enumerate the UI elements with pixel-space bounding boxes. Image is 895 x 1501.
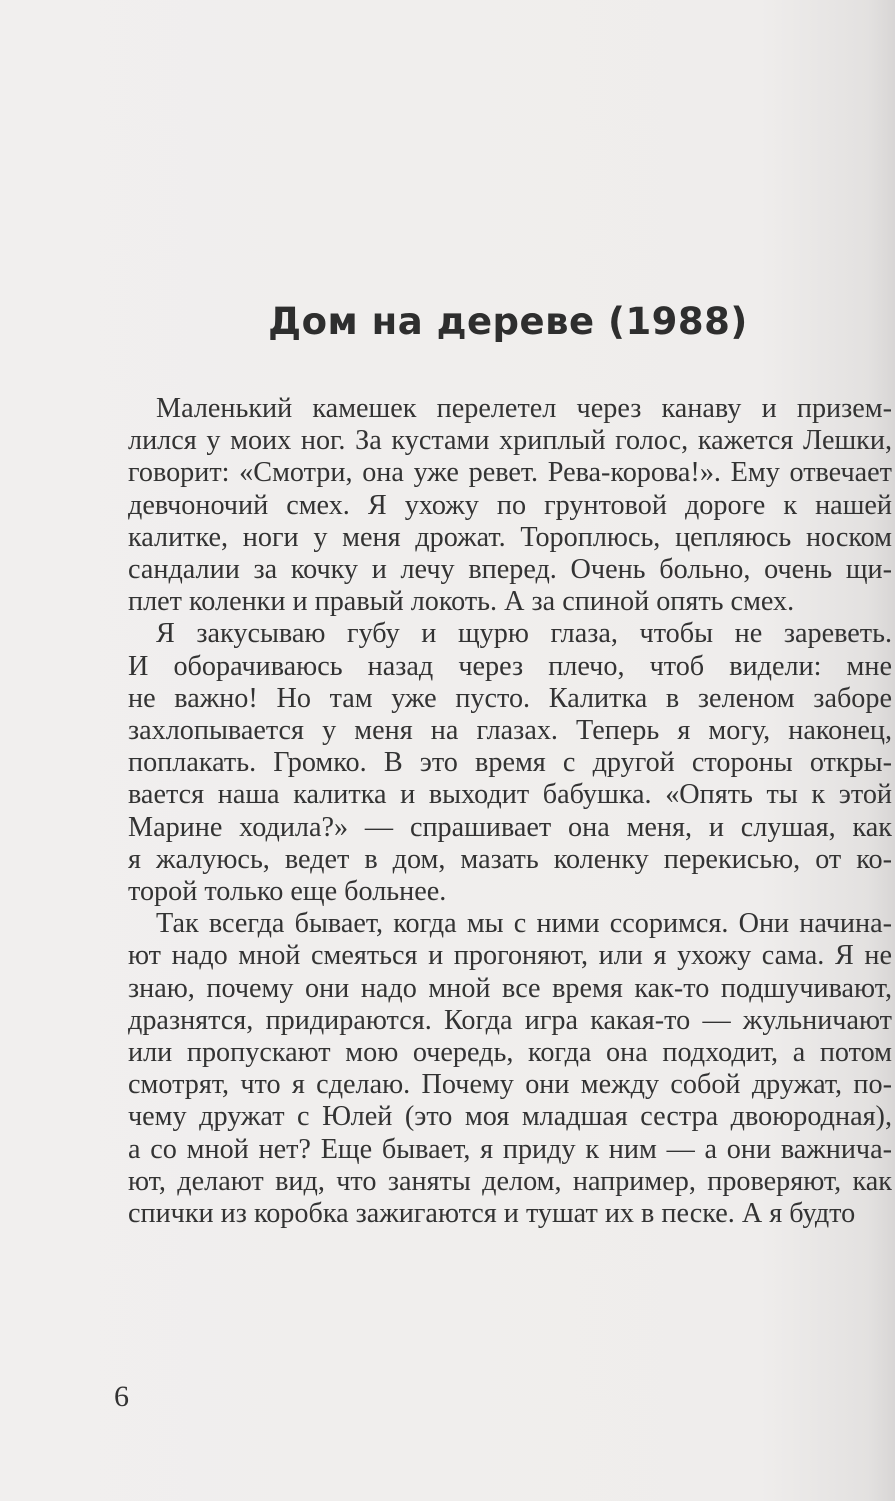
- text-line: а со мной нет? Еще бывает, я приду к ним — а они важнича-: [128, 1133, 892, 1165]
- text-line: сандалии за кочку и лечу вперед. Очень больно, очень щи-: [128, 554, 892, 586]
- text-line: спички из коробка зажигаются и тушат их в песке. А я будто: [128, 1198, 856, 1230]
- text-line: я жалуюсь, ведет в дом, мазать коленку перекисью, от ко-: [128, 843, 892, 875]
- text-line: И оборачиваюсь назад через плечо, чтоб видели: мне: [128, 650, 892, 682]
- text-line: ют, делают вид, что заняты делом, например, проверяют, как: [128, 1165, 892, 1197]
- text-line: или пропускают мою очередь, когда она подходит, а потом: [128, 1037, 892, 1069]
- paragraph: [128, 618, 892, 908]
- text-line: вается наша калитка и выходит бабушка. «Опять ты к этой: [128, 779, 892, 811]
- text-line: говорит: «Смотри, она уже ревет. Рева-корова!». Ему отвечает: [128, 457, 892, 489]
- text-line: девчоночий смех. Я ухожу по грунтовой дороге к нашей: [128, 489, 892, 521]
- text-line: Так всегда бывает, когда мы с ними ссоримся. Они начина-: [156, 908, 892, 940]
- text-line: поплакать. Громко. В это время с другой стороны откры-: [128, 747, 892, 779]
- text-line: лился у моих ног. За кустами хриплый голос, кажется Лешки,: [128, 425, 892, 457]
- text-line: захлопывается у меня на глазах. Теперь я могу, наконец,: [128, 715, 892, 747]
- paragraph: [128, 908, 892, 1230]
- text-line: дразнятся, придираются. Когда игра какая-то — жульничают: [128, 1004, 892, 1036]
- text-line: торой только еще больнее.: [128, 876, 447, 908]
- text-line: ют надо мной смеяться и прогоняют, или я ухожу сама. Я не: [128, 940, 892, 972]
- chapter-text: [128, 393, 892, 1230]
- text-line: Я закусываю губу и щурю глаза, чтобы не зареветь.: [156, 618, 892, 650]
- page-number: 6: [114, 1380, 129, 1413]
- text-line: не важно! Но там уже пусто. Калитка в зеленом заборе: [128, 682, 892, 714]
- text-line: плет коленки и правый локоть. А за спиной опять смех.: [128, 586, 795, 618]
- text-line: смотрят, что я сделаю. Почему они между собой дружат, по-: [128, 1069, 892, 1101]
- chapter-title: Дом на дереве (1988): [268, 300, 748, 343]
- text-line: Маленький камешек перелетел через канаву и призем-: [156, 393, 892, 424]
- paragraph: [128, 393, 892, 618]
- text-line: знаю, почему они надо мной все время как-то подшучивают,: [128, 972, 892, 1004]
- text-line: чему дружат с Юлей (это моя младшая сестра двоюродная),: [128, 1101, 892, 1133]
- text-line: Марине ходила?» — спрашивает она меня, и слушая, как: [128, 811, 892, 843]
- text-line: калитке, ноги у меня дрожат. Тороплюсь, цепляюсь носком: [128, 521, 892, 553]
